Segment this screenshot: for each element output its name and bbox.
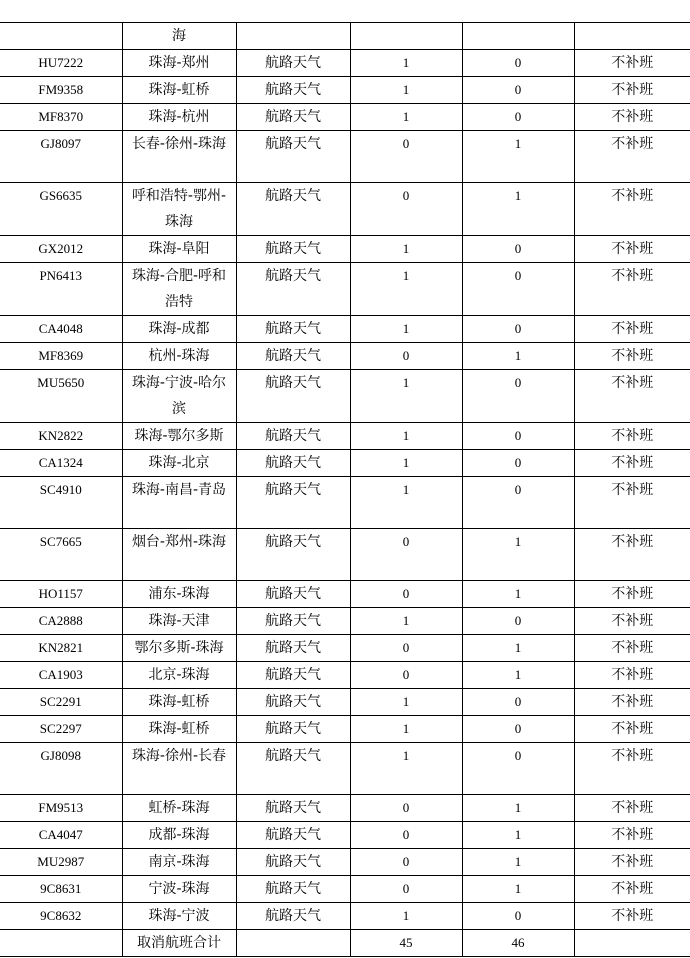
flight-number-cell: FM9513 [0,795,122,822]
route-cell: 北京-珠海 [122,662,236,689]
count-b-cell: 0 [462,903,574,930]
count-b-cell: 0 [462,50,574,77]
route-cell: 鄂尔多斯-珠海 [122,635,236,662]
route-cell: 珠海-阜阳 [122,236,236,263]
count-b-cell: 0 [462,450,574,477]
note-cell: 不补班 [574,450,690,477]
count-a-cell: 1 [350,236,462,263]
flight-number-cell: 9C8631 [0,876,122,903]
note-cell: 不补班 [574,77,690,104]
count-a-cell: 0 [350,822,462,849]
flight-number-cell: FM9358 [0,77,122,104]
table-row [0,131,690,183]
table-row [0,795,690,822]
route-cell: 杭州-珠海 [122,343,236,370]
count-b-cell: 1 [462,529,574,581]
count-b-cell: 1 [462,131,574,183]
count-a-cell: 1 [350,689,462,716]
route-cell: 珠海-北京 [122,450,236,477]
note-cell: 不补班 [574,822,690,849]
route-cell: 珠海-合肥-呼和浩特 [122,263,236,316]
table-body [0,23,690,957]
total-row [0,930,690,957]
note-cell: 不补班 [574,50,690,77]
reason-cell: 航路天气 [236,50,350,77]
flight-number-cell: SC2297 [0,716,122,743]
route-cell: 珠海-虹桥 [122,77,236,104]
total-empty-cell [236,930,350,957]
count-a-cell: 1 [350,316,462,343]
count-a-cell [350,23,462,50]
table-row [0,423,690,450]
count-a-cell: 0 [350,581,462,608]
count-a-cell: 0 [350,183,462,236]
route-cell: 宁波-珠海 [122,876,236,903]
count-b-cell: 1 [462,662,574,689]
count-a-cell: 0 [350,635,462,662]
note-cell: 不补班 [574,689,690,716]
count-a-cell: 1 [350,608,462,635]
count-b-cell: 0 [462,77,574,104]
note-cell: 不补班 [574,716,690,743]
table-row [0,183,690,236]
count-a-cell: 1 [350,77,462,104]
flight-number-cell: KN2821 [0,635,122,662]
count-b-cell: 1 [462,876,574,903]
count-a-cell: 1 [350,423,462,450]
route-cell: 海 [122,23,236,50]
flight-number-cell: GJ8097 [0,131,122,183]
count-b-cell [462,23,574,50]
count-b-cell: 0 [462,743,574,795]
count-b-cell: 0 [462,477,574,529]
count-b-cell: 0 [462,716,574,743]
table-row [0,849,690,876]
note-cell: 不补班 [574,876,690,903]
reason-cell: 航路天气 [236,370,350,423]
route-cell: 珠海-宁波 [122,903,236,930]
reason-cell: 航路天气 [236,849,350,876]
note-cell: 不补班 [574,635,690,662]
reason-cell: 航路天气 [236,689,350,716]
count-a-cell: 1 [350,370,462,423]
count-a-cell: 0 [350,529,462,581]
reason-cell: 航路天气 [236,423,350,450]
total-empty-cell [0,930,122,957]
count-b-cell: 1 [462,822,574,849]
count-b-cell: 1 [462,849,574,876]
note-cell: 不补班 [574,795,690,822]
route-cell: 珠海-成都 [122,316,236,343]
count-b-cell: 1 [462,635,574,662]
route-cell: 珠海-徐州-长春 [122,743,236,795]
route-cell: 长春-徐州-珠海 [122,131,236,183]
flight-number-cell [0,23,122,50]
route-cell: 珠海-杭州 [122,104,236,131]
reason-cell: 航路天气 [236,581,350,608]
note-cell: 不补班 [574,370,690,423]
route-cell: 烟台-郑州-珠海 [122,529,236,581]
total-count-a: 45 [350,930,462,957]
table-row [0,581,690,608]
flight-number-cell: MU5650 [0,370,122,423]
route-cell: 虹桥-珠海 [122,795,236,822]
count-a-cell: 1 [350,903,462,930]
count-b-cell: 1 [462,343,574,370]
route-cell: 珠海-宁波-哈尔滨 [122,370,236,423]
note-cell: 不补班 [574,343,690,370]
route-cell: 呼和浩特-鄂州-珠海 [122,183,236,236]
flight-number-cell: HU7222 [0,50,122,77]
flight-number-cell: MF8369 [0,343,122,370]
flight-number-cell: MF8370 [0,104,122,131]
count-a-cell: 1 [350,263,462,316]
count-b-cell: 0 [462,608,574,635]
reason-cell: 航路天气 [236,822,350,849]
count-b-cell: 1 [462,795,574,822]
note-cell: 不补班 [574,477,690,529]
route-cell: 珠海-鄂尔多斯 [122,423,236,450]
table-row [0,477,690,529]
count-a-cell: 0 [350,343,462,370]
table-row [0,50,690,77]
reason-cell: 航路天气 [236,635,350,662]
count-b-cell: 0 [462,423,574,450]
route-cell: 珠海-虹桥 [122,689,236,716]
note-cell: 不补班 [574,131,690,183]
table-row [0,822,690,849]
reason-cell: 航路天气 [236,743,350,795]
count-a-cell: 1 [350,716,462,743]
reason-cell: 航路天气 [236,343,350,370]
flight-number-cell: MU2987 [0,849,122,876]
route-cell: 珠海-南昌-青岛 [122,477,236,529]
table-row [0,236,690,263]
reason-cell: 航路天气 [236,795,350,822]
reason-cell: 航路天气 [236,876,350,903]
reason-cell: 航路天气 [236,529,350,581]
flight-number-cell: GS6635 [0,183,122,236]
route-cell: 浦东-珠海 [122,581,236,608]
table-row [0,876,690,903]
count-b-cell: 1 [462,183,574,236]
table-row [0,689,690,716]
table-row [0,635,690,662]
table-row [0,343,690,370]
table-row [0,743,690,795]
count-b-cell: 0 [462,689,574,716]
flight-number-cell: CA4047 [0,822,122,849]
reason-cell: 航路天气 [236,236,350,263]
count-a-cell: 0 [350,662,462,689]
note-cell: 不补班 [574,662,690,689]
route-cell: 成都-珠海 [122,822,236,849]
flight-number-cell: CA1324 [0,450,122,477]
note-cell: 不补班 [574,423,690,450]
note-cell: 不补班 [574,183,690,236]
note-cell: 不补班 [574,529,690,581]
count-b-cell: 1 [462,581,574,608]
count-a-cell: 1 [350,477,462,529]
total-label: 取消航班合计 [122,930,236,957]
count-a-cell: 0 [350,795,462,822]
reason-cell: 航路天气 [236,716,350,743]
table-row [0,450,690,477]
note-cell: 不补班 [574,104,690,131]
route-cell: 南京-珠海 [122,849,236,876]
table-row [0,716,690,743]
count-a-cell: 1 [350,743,462,795]
count-a-cell: 1 [350,50,462,77]
table-row [0,662,690,689]
table-row [0,370,690,423]
reason-cell [236,23,350,50]
cancelled-flights-table [0,22,690,957]
flight-number-cell: PN6413 [0,263,122,316]
reason-cell: 航路天气 [236,131,350,183]
total-count-b: 46 [462,930,574,957]
route-cell: 珠海-天津 [122,608,236,635]
route-cell: 珠海-虹桥 [122,716,236,743]
count-b-cell: 0 [462,316,574,343]
count-b-cell: 0 [462,236,574,263]
reason-cell: 航路天气 [236,316,350,343]
flight-number-cell: HO1157 [0,581,122,608]
flight-number-cell: 9C8632 [0,903,122,930]
table-row [0,529,690,581]
note-cell: 不补班 [574,316,690,343]
table-row [0,903,690,930]
note-cell: 不补班 [574,608,690,635]
table-row [0,316,690,343]
table-row [0,608,690,635]
count-b-cell: 0 [462,263,574,316]
reason-cell: 航路天气 [236,477,350,529]
reason-cell: 航路天气 [236,903,350,930]
count-b-cell: 0 [462,370,574,423]
total-empty-cell [574,930,690,957]
reason-cell: 航路天气 [236,183,350,236]
flight-number-cell: SC2291 [0,689,122,716]
count-a-cell: 1 [350,450,462,477]
flight-number-cell: CA1903 [0,662,122,689]
count-a-cell: 0 [350,876,462,903]
reason-cell: 航路天气 [236,662,350,689]
count-a-cell: 1 [350,104,462,131]
table-row [0,23,690,50]
note-cell: 不补班 [574,263,690,316]
reason-cell: 航路天气 [236,608,350,635]
count-a-cell: 0 [350,849,462,876]
flight-number-cell: GJ8098 [0,743,122,795]
note-cell [574,23,690,50]
count-b-cell: 0 [462,104,574,131]
flight-number-cell: CA2888 [0,608,122,635]
note-cell: 不补班 [574,903,690,930]
reason-cell: 航路天气 [236,104,350,131]
reason-cell: 航路天气 [236,450,350,477]
note-cell: 不补班 [574,849,690,876]
flight-number-cell: KN2822 [0,423,122,450]
note-cell: 不补班 [574,581,690,608]
reason-cell: 航路天气 [236,263,350,316]
note-cell: 不补班 [574,236,690,263]
count-a-cell: 0 [350,131,462,183]
flight-number-cell: GX2012 [0,236,122,263]
flight-number-cell: SC4910 [0,477,122,529]
flight-number-cell: CA4048 [0,316,122,343]
table-row [0,263,690,316]
note-cell: 不补班 [574,743,690,795]
reason-cell: 航路天气 [236,77,350,104]
table-row [0,104,690,131]
flight-number-cell: SC7665 [0,529,122,581]
table-row [0,77,690,104]
route-cell: 珠海-郑州 [122,50,236,77]
